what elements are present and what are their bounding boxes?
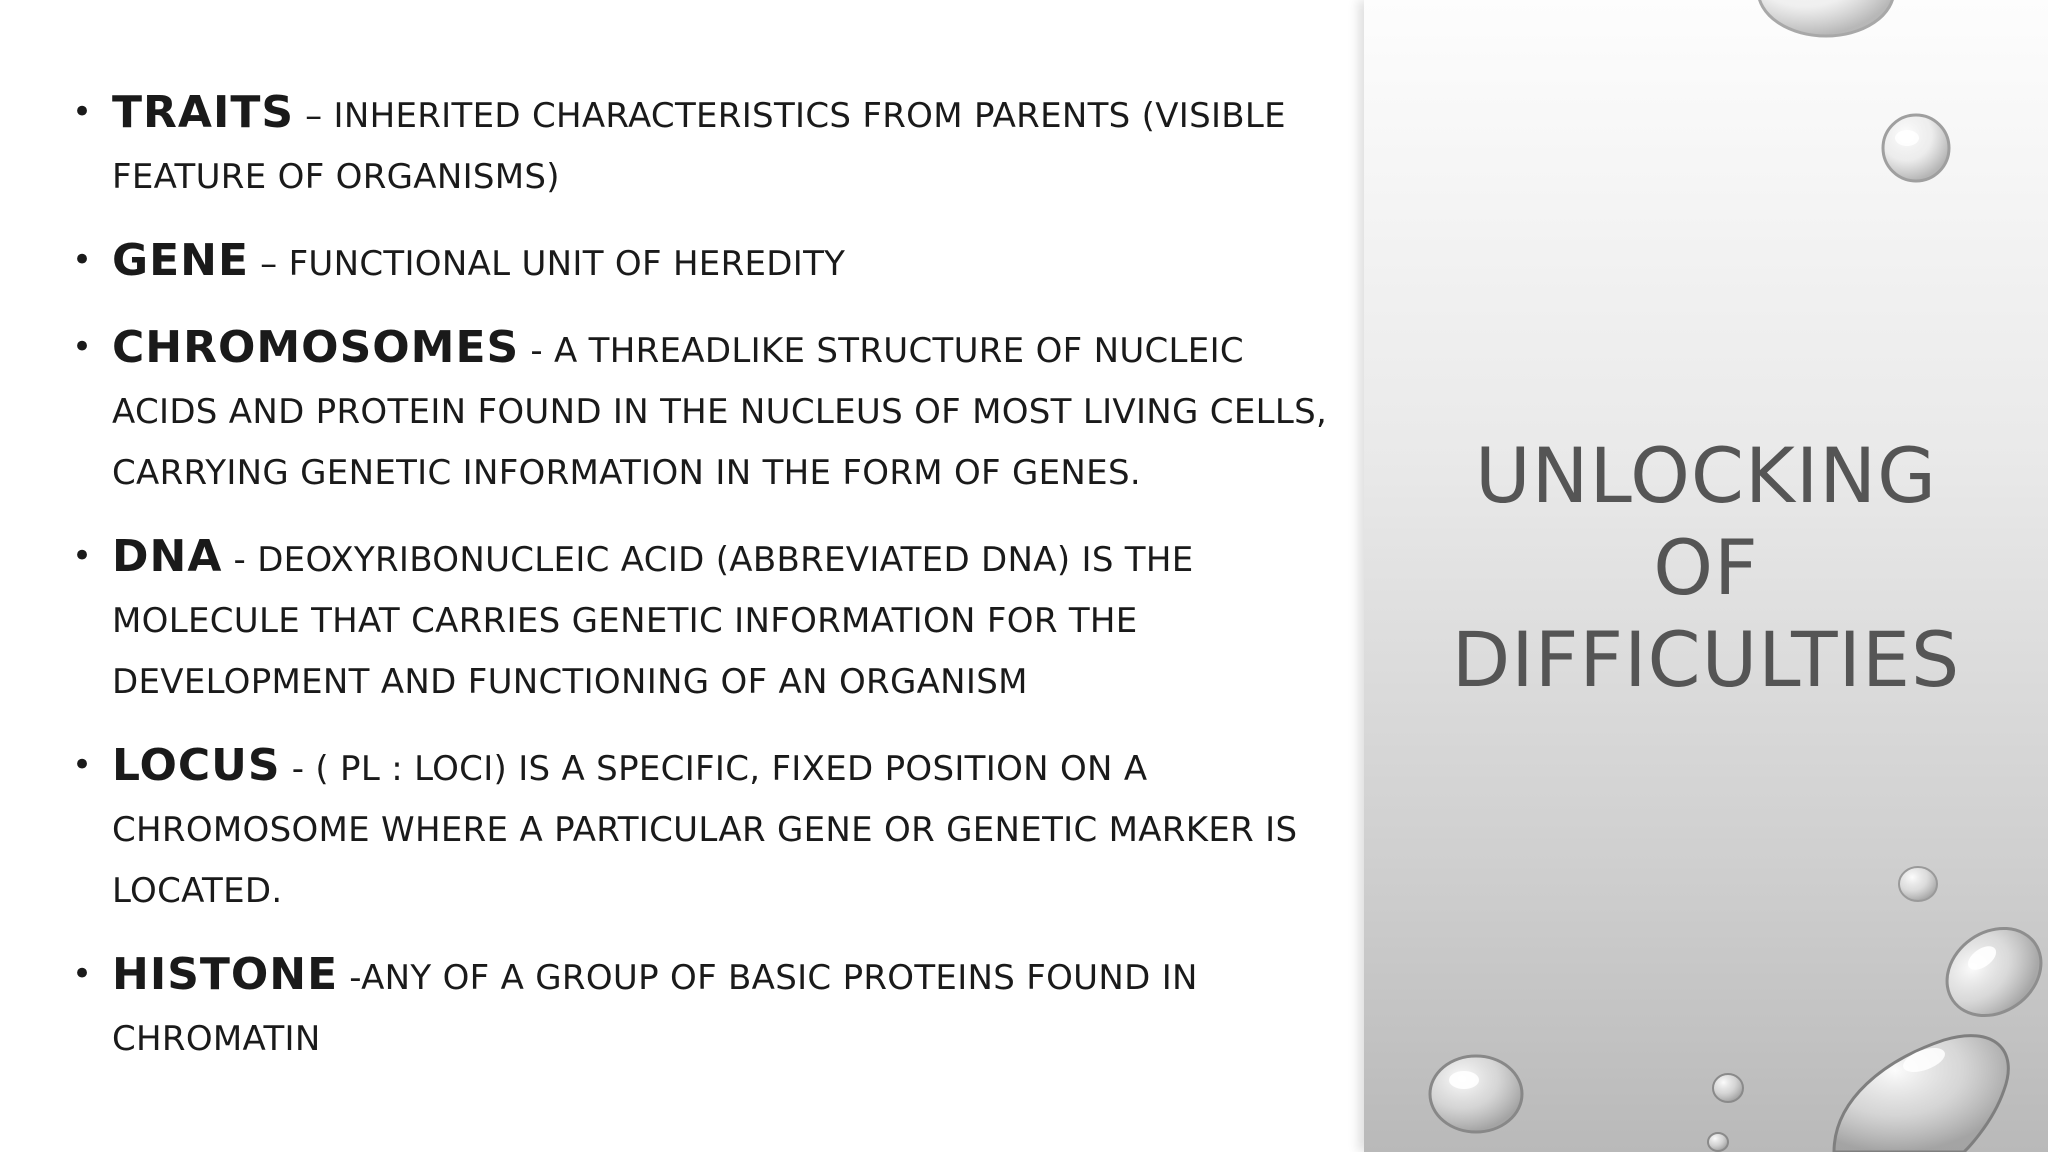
bullet-traits	[70, 82, 1340, 208]
definition-gene: – FUNCTIONAL UNIT OF HEREDITY	[249, 244, 846, 284]
water-drop-icon	[1758, 0, 1894, 36]
definition-histone: -ANY OF A GROUP OF BASIC PROTEINS FOUND IN CHROMATIN	[112, 958, 1198, 1059]
bullet-dot-icon: •	[72, 745, 93, 785]
bullet-dot-icon: •	[72, 327, 93, 367]
bullet-dna	[70, 526, 1340, 713]
term-gene: GENE	[112, 235, 250, 286]
water-drop-icon	[1834, 1036, 2008, 1152]
term-chromosomes: CHROMOSOMES	[112, 322, 520, 373]
bullet-gene	[70, 230, 1340, 295]
title-panel	[1364, 0, 2048, 1152]
slide-title-line: UNLOCKING	[1475, 431, 1937, 520]
bullet-list	[70, 82, 1340, 1092]
water-drop-icon	[1883, 115, 1949, 181]
bullet-dot-icon: •	[72, 240, 93, 280]
definition-traits: – INHERITED CHARACTERISTICS FROM PARENTS (VISIBLE FEATURE OF ORGANISMS)	[112, 96, 1286, 197]
bullet-histone	[70, 944, 1340, 1070]
definition-locus: - ( PL : LOCI) IS A SPECIFIC, FIXED POSITION ON A CHROMOSOME WHERE A PARTICULAR GENE OR GENETIC MARKER IS LOCATED.	[112, 749, 1298, 911]
definition-dna: - DEOXYRIBONUCLEIC ACID (ABBREVIATED DNA) IS THE MOLECULE THAT CARRIES GENETIC INFORMATION FOR THE DEVELOPMENT AND FUNCTIONING OF AN ORGANISM	[112, 540, 1194, 702]
bullet-locus	[70, 735, 1340, 922]
bullet-chromosomes	[70, 317, 1340, 504]
term-locus: LOCUS	[112, 740, 281, 791]
water-drop-icon	[1713, 1074, 1743, 1102]
water-drop-icon	[1899, 867, 1937, 901]
slide-title-line: DIFFICULTIES	[1451, 615, 1961, 704]
water-drop-icon	[1430, 1056, 1522, 1132]
term-traits: TRAITS	[112, 87, 295, 138]
bullet-dot-icon: •	[72, 954, 93, 994]
water-drop-icon	[1930, 911, 2048, 1034]
bullet-dot-icon: •	[72, 536, 93, 576]
term-dna: DNA	[112, 531, 223, 582]
bullet-dot-icon: •	[72, 92, 93, 132]
slide-title-line: OF	[1653, 523, 1759, 612]
term-histone: HISTONE	[112, 949, 339, 1000]
water-drop-icon	[1708, 1133, 1728, 1151]
definition-chromosomes: - A THREADLIKE STRUCTURE OF NUCLEIC ACIDS AND PROTEIN FOUND IN THE NUCLEUS OF MOST LIVING CELLS, CARRYING GENETIC INFORMATION IN THE FORM OF GENES.	[112, 331, 1328, 493]
slide-title	[1364, 430, 2048, 706]
